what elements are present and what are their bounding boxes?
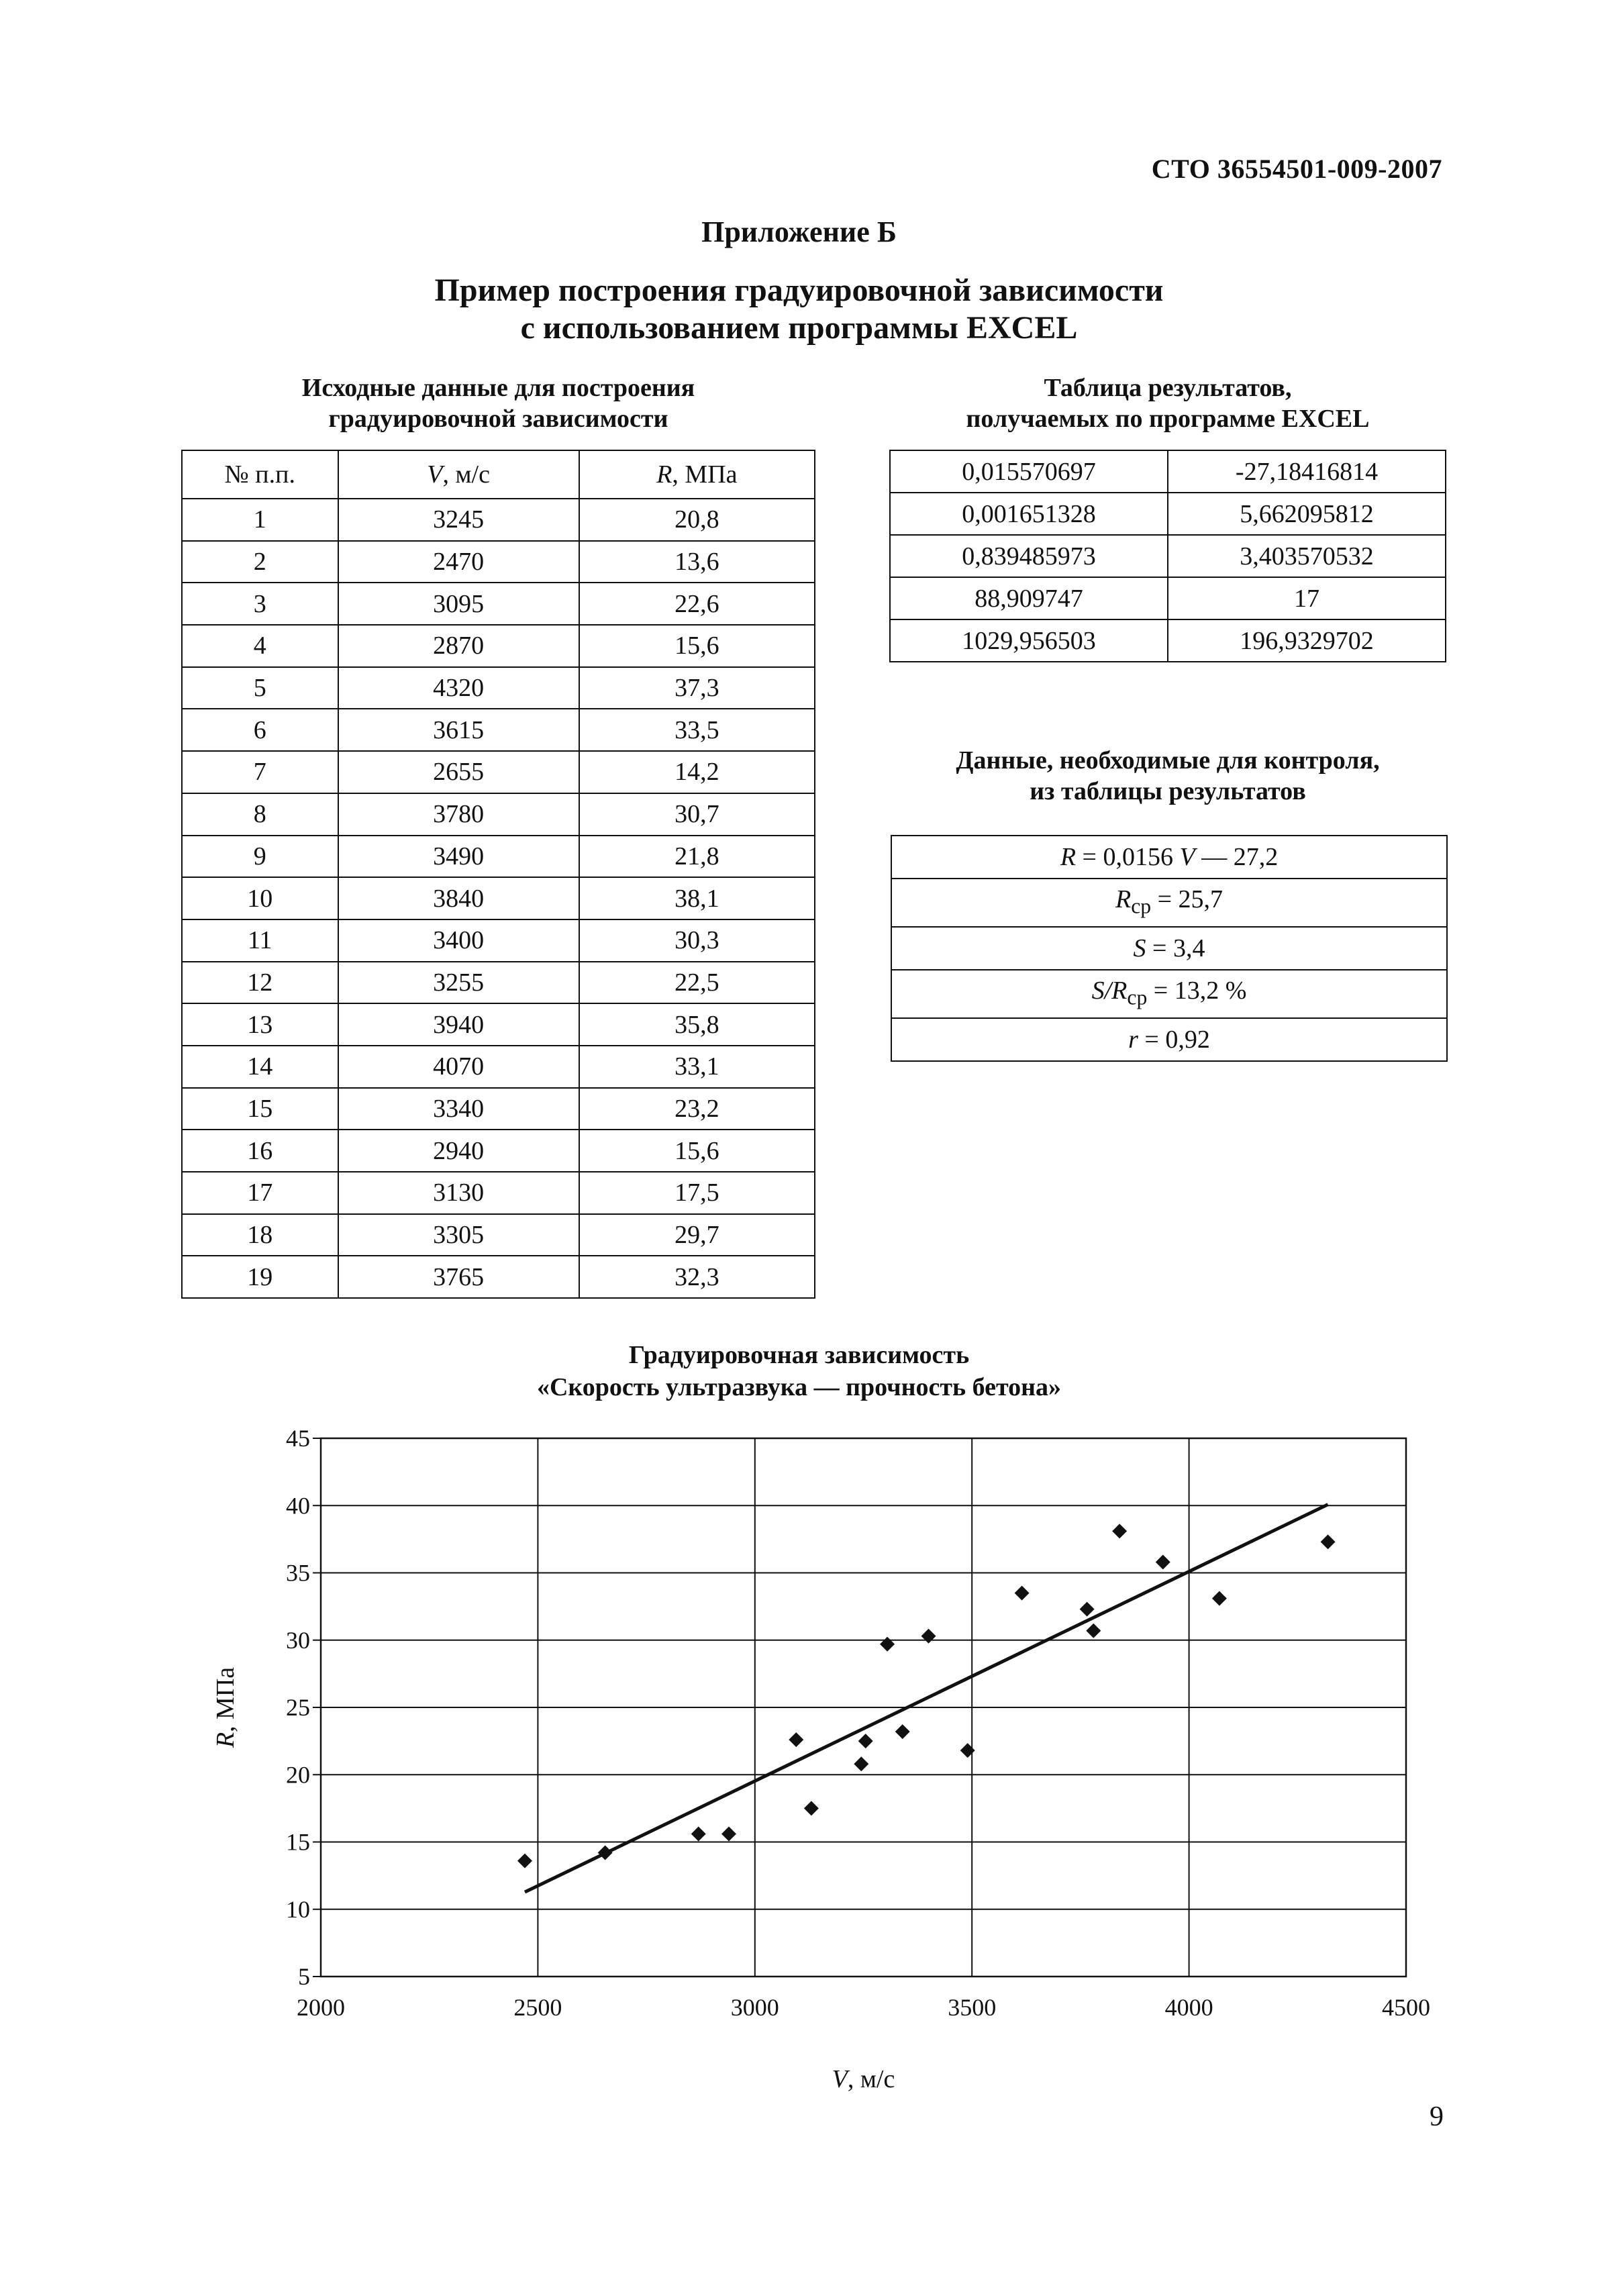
title-line-2: с использованием программы EXCEL bbox=[520, 310, 1078, 346]
formula-variable: S bbox=[1133, 934, 1146, 962]
formula-value: = 3,4 bbox=[1146, 934, 1205, 962]
cell-strength: 29,7 bbox=[579, 1214, 815, 1256]
cell-velocity: 4320 bbox=[338, 667, 579, 709]
formula-value: = 0,0156 bbox=[1076, 842, 1180, 871]
page-number: 9 bbox=[1430, 2101, 1444, 2132]
chart-title-line-2: «Скорость ультразвука — прочность бетона» bbox=[536, 1373, 1062, 1401]
cell-index: 3 bbox=[182, 583, 338, 625]
x-axis-unit: , м/с bbox=[847, 2065, 895, 2093]
cell-index: 15 bbox=[182, 1088, 338, 1130]
result-cell: -27,18416814 bbox=[1168, 450, 1446, 493]
result-cell: 1029,956503 bbox=[890, 619, 1168, 662]
formula-subscript: ср bbox=[1131, 894, 1152, 918]
source-caption-line-1: Исходные данные для построения bbox=[301, 374, 695, 402]
y-tick-label: 5 bbox=[298, 1963, 310, 1990]
cell-index: 4 bbox=[182, 625, 338, 667]
data-point bbox=[789, 1732, 803, 1747]
x-tick-label: 3500 bbox=[948, 1994, 997, 2021]
cell-velocity: 3765 bbox=[338, 1256, 579, 1298]
data-point bbox=[880, 1637, 895, 1652]
data-point bbox=[1112, 1524, 1127, 1538]
data-point bbox=[858, 1734, 873, 1748]
result-cell: 17 bbox=[1168, 577, 1446, 619]
data-point bbox=[854, 1756, 868, 1771]
data-point bbox=[960, 1743, 975, 1758]
result-cell: 0,839485973 bbox=[890, 535, 1168, 577]
y-axis-unit: , МПа bbox=[211, 1666, 240, 1732]
cell-velocity: 2940 bbox=[338, 1130, 579, 1172]
cell-index: 19 bbox=[182, 1256, 338, 1298]
cell-strength: 35,8 bbox=[579, 1003, 815, 1046]
cell-index: 14 bbox=[182, 1046, 338, 1088]
result-cell: 3,403570532 bbox=[1168, 535, 1446, 577]
x-tick-label: 4000 bbox=[1164, 1994, 1213, 2021]
y-tick-label: 40 bbox=[286, 1492, 310, 1519]
header-strength: R, МПа bbox=[579, 450, 815, 499]
cell-velocity: 3615 bbox=[338, 709, 579, 751]
formula-variable: R bbox=[1115, 885, 1132, 913]
formula-value: = 25,7 bbox=[1151, 885, 1224, 913]
cell-velocity: 3130 bbox=[338, 1172, 579, 1214]
cell-velocity: 3095 bbox=[338, 583, 579, 625]
cell-strength: 14,2 bbox=[579, 751, 815, 793]
formula-variable: V bbox=[1179, 842, 1195, 871]
cell-velocity: 3245 bbox=[338, 499, 579, 541]
cell-index: 10 bbox=[182, 877, 338, 919]
y-axis-variable: R bbox=[211, 1732, 240, 1748]
cell-strength: 20,8 bbox=[579, 499, 815, 541]
formula-variable: r bbox=[1128, 1025, 1138, 1054]
x-tick-label: 2000 bbox=[297, 1994, 345, 2021]
y-tick-label: 15 bbox=[286, 1828, 310, 1856]
title-line-1: Пример построения градуировочной зависимости bbox=[434, 272, 1164, 308]
cell-velocity: 3780 bbox=[338, 793, 579, 836]
cell-strength: 23,2 bbox=[579, 1088, 815, 1130]
header-index: № п.п. bbox=[182, 450, 338, 499]
x-axis-variable: V bbox=[832, 2065, 848, 2093]
formula-variable: S/R bbox=[1091, 976, 1128, 1005]
cell-strength: 21,8 bbox=[579, 836, 815, 878]
cell-index: 8 bbox=[182, 793, 338, 836]
y-tick-label: 35 bbox=[286, 1559, 310, 1587]
appendix-label: Приложение Б bbox=[701, 215, 897, 248]
data-point bbox=[1156, 1554, 1170, 1569]
cell-strength: 22,5 bbox=[579, 962, 815, 1004]
data-point bbox=[804, 1801, 819, 1815]
formula-value: = 0,92 bbox=[1138, 1025, 1210, 1054]
formula-value: = 13,2 % bbox=[1147, 976, 1247, 1005]
cell-strength: 15,6 bbox=[579, 1130, 815, 1172]
cell-velocity: 3400 bbox=[338, 919, 579, 962]
data-point bbox=[598, 1846, 613, 1860]
result-cell: 5,662095812 bbox=[1168, 493, 1446, 535]
cell-index: 1 bbox=[182, 499, 338, 541]
cell-strength: 37,3 bbox=[579, 667, 815, 709]
cell-index: 11 bbox=[182, 919, 338, 962]
cell-index: 9 bbox=[182, 836, 338, 878]
cell-velocity: 3840 bbox=[338, 877, 579, 919]
data-point bbox=[1321, 1534, 1336, 1549]
y-tick-label: 20 bbox=[286, 1761, 310, 1789]
cell-index: 6 bbox=[182, 709, 338, 751]
formula-variable: R bbox=[1060, 842, 1077, 871]
y-tick-label: 10 bbox=[286, 1895, 310, 1923]
formula-subscript: ср bbox=[1127, 985, 1148, 1009]
data-point bbox=[895, 1724, 910, 1739]
formula-value: — 27,2 bbox=[1195, 842, 1279, 871]
data-point bbox=[517, 1854, 532, 1868]
cell-strength: 33,1 bbox=[579, 1046, 815, 1088]
cell-index: 17 bbox=[182, 1172, 338, 1214]
cell-strength: 30,3 bbox=[579, 919, 815, 962]
cell-strength: 13,6 bbox=[579, 541, 815, 583]
results-caption-line-1: Таблица результатов, bbox=[1044, 374, 1292, 402]
result-cell: 196,9329702 bbox=[1168, 619, 1446, 662]
result-cell: 0,015570697 bbox=[890, 450, 1168, 493]
cell-velocity: 3490 bbox=[338, 836, 579, 878]
standard-code: СТО 36554501-009-2007 bbox=[1151, 154, 1442, 184]
cell-velocity: 3305 bbox=[338, 1214, 579, 1256]
data-point bbox=[1080, 1602, 1095, 1617]
chart-title-line-1: Градуировочная зависимость bbox=[628, 1341, 970, 1369]
data-point bbox=[1086, 1624, 1101, 1638]
x-tick-label: 4500 bbox=[1382, 1994, 1430, 2021]
y-tick-label: 25 bbox=[286, 1694, 310, 1721]
cell-velocity: 3340 bbox=[338, 1088, 579, 1130]
cell-strength: 17,5 bbox=[579, 1172, 815, 1214]
cell-strength: 38,1 bbox=[579, 877, 815, 919]
cell-velocity: 2655 bbox=[338, 751, 579, 793]
cell-index: 7 bbox=[182, 751, 338, 793]
data-point bbox=[721, 1826, 736, 1841]
data-point bbox=[921, 1629, 936, 1644]
cell-index: 18 bbox=[182, 1214, 338, 1256]
cell-velocity: 2870 bbox=[338, 625, 579, 667]
cell-strength: 32,3 bbox=[579, 1256, 815, 1298]
data-point bbox=[691, 1826, 706, 1841]
cell-strength: 22,6 bbox=[579, 583, 815, 625]
control-caption-line-1: Данные, необходимые для контроля, bbox=[956, 746, 1380, 775]
y-tick-label: 30 bbox=[286, 1626, 310, 1654]
header-velocity: V, м/с bbox=[338, 450, 579, 499]
results-caption-line-2: получаемых по программе EXCEL bbox=[966, 405, 1370, 433]
data-point bbox=[1212, 1591, 1227, 1606]
cell-index: 12 bbox=[182, 962, 338, 1004]
y-axis-label bbox=[211, 1667, 240, 1748]
control-caption-line-2: из таблицы результатов bbox=[1030, 777, 1306, 805]
cell-index: 2 bbox=[182, 541, 338, 583]
cell-velocity: 2470 bbox=[338, 541, 579, 583]
x-axis-label bbox=[832, 2065, 895, 2093]
cell-strength: 30,7 bbox=[579, 793, 815, 836]
cell-strength: 33,5 bbox=[579, 709, 815, 751]
source-caption-line-2: градуировочной зависимости bbox=[328, 405, 668, 433]
cell-index: 13 bbox=[182, 1003, 338, 1046]
cell-velocity: 4070 bbox=[338, 1046, 579, 1088]
cell-strength: 15,6 bbox=[579, 625, 815, 667]
x-tick-label: 3000 bbox=[730, 1994, 779, 2021]
cell-index: 16 bbox=[182, 1130, 338, 1172]
trendline bbox=[525, 1505, 1328, 1893]
result-cell: 0,001651328 bbox=[890, 493, 1168, 535]
cell-index: 5 bbox=[182, 667, 338, 709]
x-tick-label: 2500 bbox=[513, 1994, 562, 2021]
result-cell: 88,909747 bbox=[890, 577, 1168, 619]
cell-velocity: 3940 bbox=[338, 1003, 579, 1046]
cell-velocity: 3255 bbox=[338, 962, 579, 1004]
y-tick-label: 45 bbox=[286, 1425, 310, 1452]
data-point bbox=[1015, 1586, 1030, 1601]
